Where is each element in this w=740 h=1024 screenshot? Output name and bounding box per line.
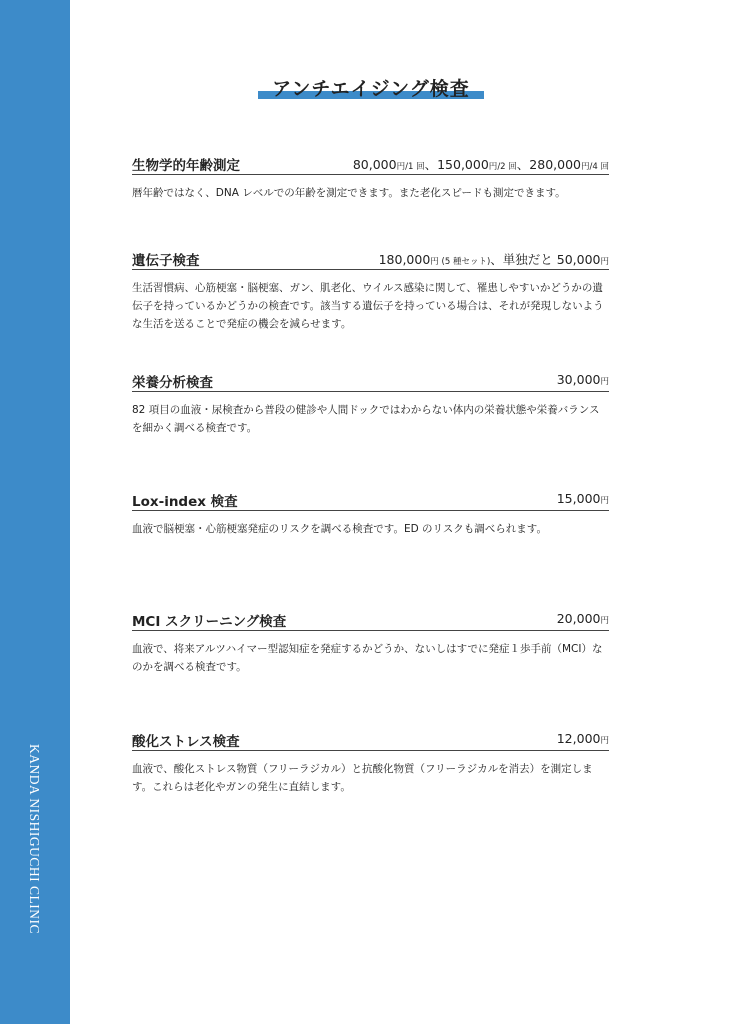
section-description: 血液で、将来アルツハイマー型認知症を発症するかどうか、ないしはすでに発症１歩手前（MCI）なのかを調べる検査です。 xyxy=(132,643,603,673)
section-genetic-test xyxy=(132,247,609,333)
section-description: 暦年齢ではなく、DNA レベルでの年齢を測定できます。また老化スピードも測定できます。 xyxy=(132,187,566,199)
section-header xyxy=(132,488,609,511)
page-title-block xyxy=(256,74,486,102)
section-description: 82 項目の血液・尿検査から普段の健診や人間ドックではわからない体内の栄養状態や栄養バランスを細かく調べる検査です。 xyxy=(132,404,600,434)
section-mci-screening xyxy=(132,608,609,676)
section-price: 80,000円/1 回、150,000円/2 回、280,000円/4 回 xyxy=(352,157,609,172)
section-title: MCI スクリーニング検査 xyxy=(132,614,287,630)
section-header xyxy=(132,247,609,270)
section-price: 20,000円 xyxy=(556,611,609,626)
section-title: Lox-index 検査 xyxy=(132,494,238,510)
section-nutrition-analysis xyxy=(132,369,609,437)
section-header xyxy=(132,608,609,631)
section-price: 180,000円 (5 種セット)、単独だと 50,000円 xyxy=(378,252,609,267)
section-title: 栄養分析検査 xyxy=(132,375,213,391)
section-description: 血液で脳梗塞・心筋梗塞発症のリスクを調べる検査です。ED のリスクも調べられます。 xyxy=(132,523,547,535)
sidebar xyxy=(0,0,70,1024)
section-header xyxy=(132,728,609,751)
clinic-name-vertical: KANDA NISHIGUCHI CLINIC xyxy=(27,744,42,934)
section-biological-age xyxy=(132,152,609,202)
section-description: 生活習慣病、心筋梗塞・脳梗塞、ガン、肌老化、ウイルス感染に関して、罹患しやすいかどうかの遺伝子を持っているかどうかの検査です。該当する遺伝子を持っている場合は、それが発現しないような生活を送ることで発症の機会を減らせます。 xyxy=(132,282,604,330)
section-header xyxy=(132,152,609,175)
section-oxidative-stress xyxy=(132,728,609,796)
section-lox-index xyxy=(132,488,609,538)
page-title: アンチエイジング検査 xyxy=(272,78,470,100)
section-title: 遺伝子検査 xyxy=(132,253,200,269)
section-price: 30,000円 xyxy=(556,372,609,387)
section-price: 15,000円 xyxy=(556,491,609,506)
section-description: 血液で、酸化ストレス物質（フリーラジカル）と抗酸化物質（フリーラジカルを消去）を測定します。これらは老化やガンの発生に直結します。 xyxy=(132,763,593,793)
section-price: 12,000円 xyxy=(556,731,609,746)
section-title: 生物学的年齢測定 xyxy=(132,158,240,174)
section-header xyxy=(132,369,609,392)
section-title: 酸化ストレス検査 xyxy=(132,734,240,750)
